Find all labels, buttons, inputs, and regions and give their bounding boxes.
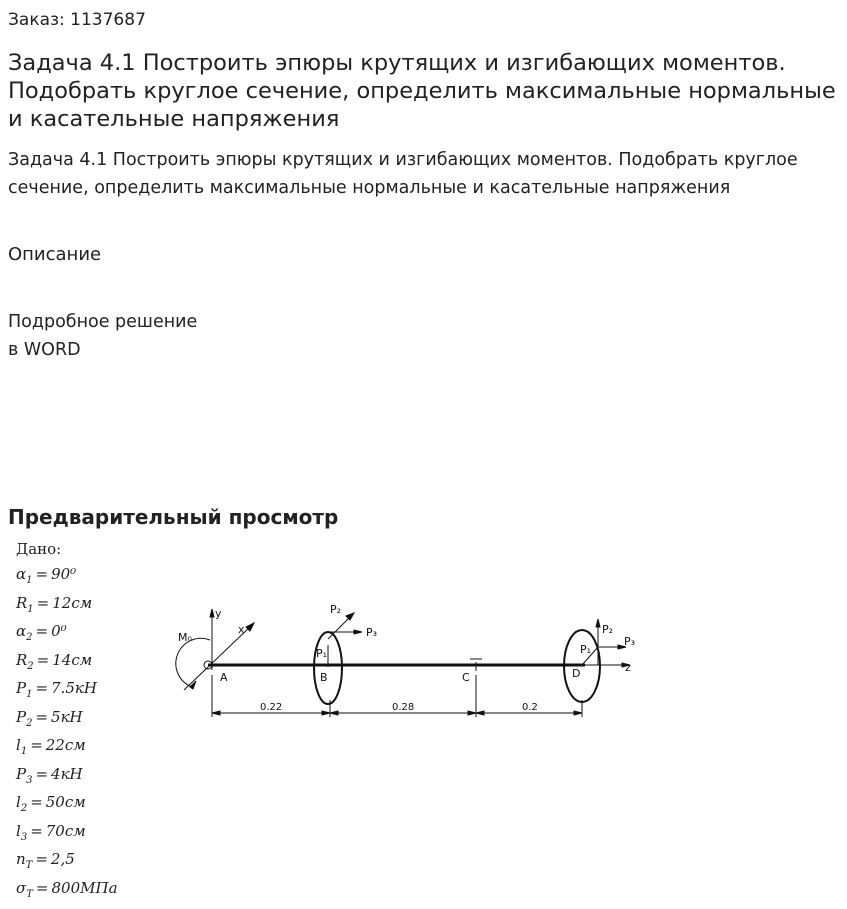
solution-line-2: в WORD — [8, 340, 81, 360]
given-symbol: l — [16, 793, 21, 811]
force-p1-at-d: P₁ — [580, 643, 592, 656]
given-subscript: 3 — [26, 774, 33, 786]
given-item — [16, 874, 118, 903]
given-value: 70см — [45, 821, 86, 840]
given-value: 50см — [45, 793, 86, 811]
given-value: 4кН — [51, 764, 83, 783]
equals-sign: = — [35, 565, 49, 583]
given-symbol: n — [16, 850, 26, 868]
given-symbol: l — [16, 736, 21, 754]
given-value: 5кН — [51, 707, 83, 726]
given-item — [16, 589, 118, 618]
given-item — [16, 788, 118, 817]
given-symbol: α — [16, 565, 27, 583]
given-symbol: P — [16, 679, 27, 697]
force-p2-at-d: P₂ — [602, 623, 614, 636]
given-symbol: l — [16, 821, 21, 840]
given-list — [16, 560, 118, 902]
given-subscript: T — [26, 888, 33, 900]
given-item — [16, 845, 118, 874]
point-c-label: C — [462, 671, 470, 684]
given-subscript: 2 — [20, 803, 28, 814]
equals-sign: = — [35, 764, 49, 783]
given-item — [16, 560, 118, 589]
equals-sign: = — [30, 793, 43, 811]
given-subscript: 2 — [26, 632, 33, 643]
given-symbol: R — [16, 650, 28, 669]
given-symbol: α — [16, 622, 27, 640]
equals-sign: = — [30, 821, 43, 840]
given-data — [16, 538, 118, 902]
solution-line-1: Подробное решение — [8, 312, 198, 332]
given-value: 90⁰ — [51, 565, 77, 583]
equals-sign: = — [36, 650, 50, 669]
given-item — [16, 760, 118, 789]
given-subscript: T — [25, 860, 33, 871]
given-item — [16, 731, 118, 760]
dim-cd: 0.2 — [522, 702, 538, 713]
equals-sign: = — [35, 850, 48, 868]
equals-sign: = — [35, 878, 49, 897]
given-value: 12см — [52, 593, 93, 612]
given-value: 800МПа — [51, 878, 118, 897]
given-item — [16, 617, 118, 646]
given-value: 2,5 — [50, 850, 75, 868]
given-subscript: 2 — [27, 660, 34, 672]
force-p3-at-d: P₃ — [624, 635, 636, 648]
given-title: Дано: — [16, 540, 62, 558]
shaft-scheme — [170, 595, 650, 725]
task-title: Задача 4.1 Построить эпюры крутящих и изгибающих моментов. Подобрать круглое сечение, определить максимальные нормальные и касательные напряжения — [8, 50, 836, 132]
given-symbol: P — [16, 707, 27, 726]
given-symbol: σ — [16, 878, 27, 897]
equals-sign: = — [30, 736, 43, 754]
point-a-label: A — [220, 671, 228, 684]
given-subscript: 1 — [26, 575, 33, 586]
given-subscript: 2 — [26, 717, 33, 729]
given-item — [16, 703, 118, 732]
solution-note — [8, 308, 197, 364]
dim-bc: 0.28 — [392, 702, 415, 713]
dim-ab: 0.22 — [260, 702, 283, 713]
preview-heading: Предварительный просмотр — [8, 505, 339, 529]
axis-y-label: y — [215, 607, 222, 620]
force-p3-at-b: P₃ — [366, 626, 378, 639]
given-value: 22см — [45, 736, 86, 754]
moment-label: M₀ — [178, 631, 192, 644]
point-b-label: B — [320, 671, 328, 684]
given-symbol: R — [16, 593, 28, 612]
force-p1-at-b: P₁ — [316, 647, 328, 660]
given-value: 14см — [52, 650, 93, 669]
given-value: 0⁰ — [51, 622, 67, 640]
equals-sign: = — [35, 622, 49, 640]
equals-sign: = — [35, 707, 49, 726]
given-subscript: 1 — [26, 689, 33, 700]
equals-sign: = — [36, 593, 50, 612]
given-subscript: 1 — [27, 603, 34, 615]
axis-z-label: z — [625, 661, 631, 674]
force-p2-at-b: P₂ — [330, 603, 342, 616]
axis-x-label: x — [238, 623, 245, 636]
given-item — [16, 817, 118, 846]
given-symbol: P — [16, 764, 27, 783]
given-subscript: 1 — [20, 746, 28, 757]
given-item — [16, 646, 118, 675]
order-number: Заказ: 1137687 — [8, 10, 146, 30]
given-value: 7.5кН — [51, 679, 97, 697]
task-text: Задача 4.1 Построить эпюры крутящих и изгибающих моментов. Подобрать круглое сечение, определить максимальные нормальные и касательные напряжения — [8, 150, 798, 198]
given-item — [16, 674, 118, 703]
given-subscript: 3 — [20, 831, 28, 843]
equals-sign: = — [35, 679, 49, 697]
point-d-label: D — [572, 667, 581, 680]
description-label: Описание — [8, 244, 102, 265]
